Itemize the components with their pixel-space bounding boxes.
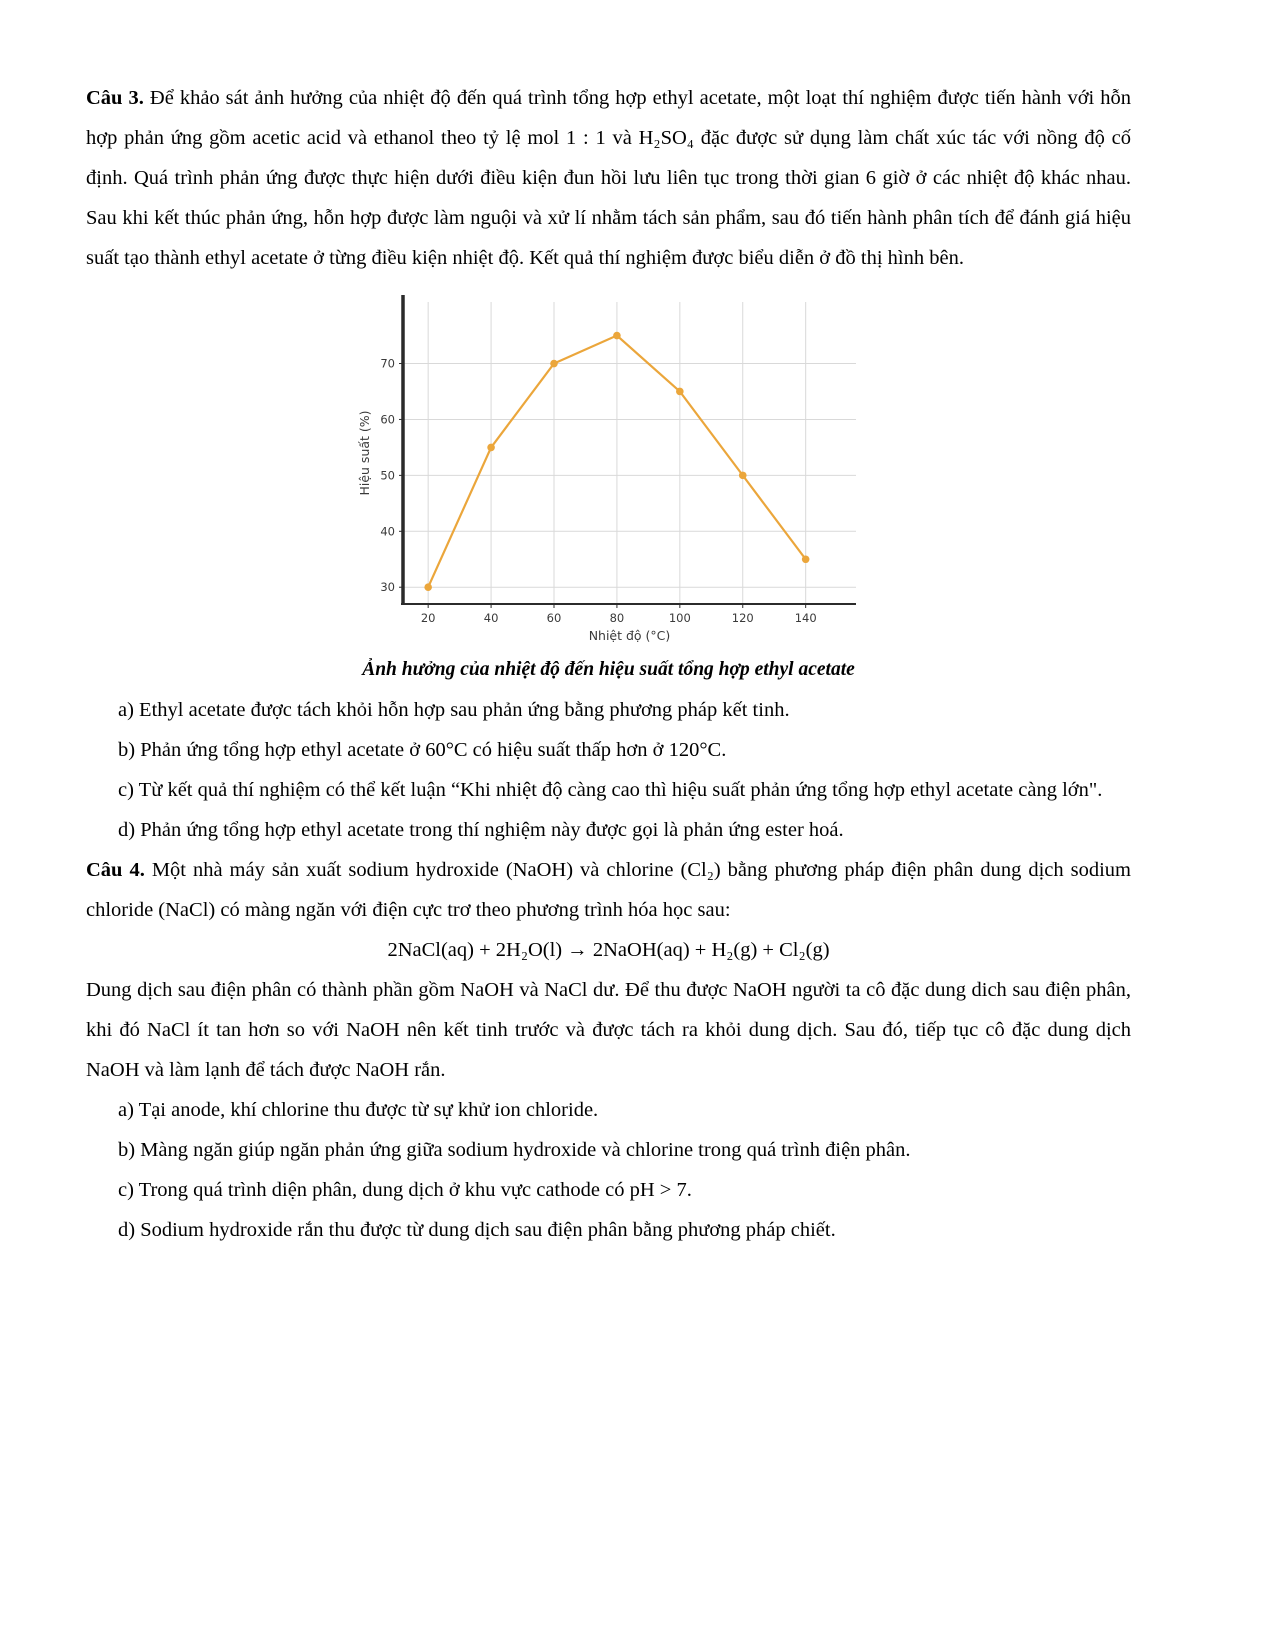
svg-text:140: 140	[794, 611, 817, 625]
question-3-intro-text: Để khảo sát ảnh hưởng của nhiệt độ đến quá trình tổng hợp ethyl acetate, một loạt thí nghiệm được tiến hành với hỗn hợp phản ứng gồm acetic acid và ethanol theo tỷ lệ mol 1 : 1 và H₂SO₄ đặc được sử dụng làm chất xúc tác với nồng độ cố định. Quá trình phản ứng được thực hiện dưới điều kiện đun hồi lưu liên tục trong thời gian 6 giờ ở các nhiệt độ khác nhau. Sau khi kết thúc phản ứng, hỗn hợp được làm nguội và xử lí nhằm tách sản phẩm, sau đó tiến hành phân tích để đánh giá hiệu suất tạo thành ethyl acetate ở từng điều kiện nhiệt độ. Kết quả thí nghiệm được biểu diễn ở đồ thị hình bên.	[86, 87, 1132, 269]
question-3-option-c: c) Từ kết quả thí nghiệm có thể kết luận “Khi nhiệt độ càng cao thì hiệu suất phản ứng tổng hợp ethyl acetate càng lớn".	[118, 779, 1103, 801]
question-4-option-a: a) Tại anode, khí chlorine thu được từ sự khử ion chloride.	[118, 1099, 599, 1121]
question-4-intro-text: Một nhà máy sản xuất sodium hydroxide (NaOH) và chlorine (Cl₂) bằng phương pháp điện phân dung dịch sodium chloride (NaCl) có màng ngăn với điện cực trơ theo phương trình hóa học sau:	[86, 859, 1131, 921]
chart-container	[351, 290, 866, 650]
question-3-label: Câu 3.	[86, 87, 144, 109]
svg-text:50: 50	[380, 468, 395, 483]
question-3-option-d: d) Phản ứng tổng hợp ethyl acetate trong thí nghiệm này được gọi là phản ứng ester hoá.	[118, 819, 844, 841]
question-4-label: Câu 4.	[86, 859, 145, 881]
svg-text:60: 60	[546, 611, 562, 625]
question-3-option-a: a) Ethyl acetate được tách khỏi hỗn hợp sau phản ứng bằng phương pháp kết tinh.	[118, 699, 790, 721]
svg-text:Nhiệt độ (°C): Nhiệt độ (°C)	[588, 628, 671, 643]
question-4-option-b: b) Màng ngăn giúp ngăn phản ứng giữa sodium hydroxide và chlorine trong quá trình điện phân.	[118, 1139, 911, 1161]
svg-text:60: 60	[380, 412, 395, 427]
svg-text:40: 40	[483, 611, 499, 625]
figure-q3	[86, 290, 1131, 684]
question-4-body-paragraph: Dung dịch sau điện phân có thành phần gồm NaOH và NaCl dư. Để thu được NaOH người ta cô đặc dung dich sau điện phân, khi đó NaCl ít tan hơn so với NaOH nên kết tinh trước và được tách ra khỏi dung dịch. Sau đó, tiếp tục cô đặc dung dịch NaOH và làm lạnh để tách được NaOH rắn.	[86, 979, 1131, 1081]
question-4-option-c: c) Trong quá trình diện phân, dung dịch ở khu vực cathode có pH > 7.	[118, 1179, 692, 1201]
svg-text:120: 120	[731, 611, 754, 625]
question-4-intro-paragraph	[86, 850, 1131, 930]
question-3-intro-paragraph	[86, 78, 1131, 278]
svg-text:20: 20	[420, 611, 436, 625]
svg-text:70: 70	[380, 356, 395, 371]
svg-text:Hiệu suất (%): Hiệu suất (%)	[357, 410, 372, 496]
yield-vs-temperature-line-chart	[351, 290, 866, 650]
svg-text:30: 30	[380, 580, 395, 595]
chemical-equation: 2NaCl(aq) + 2H₂O(l) → 2NaOH(aq) + H₂(g) + Cl₂(g)	[387, 939, 830, 961]
question-4-option-d: d) Sodium hydroxide rắn thu được từ dung dịch sau điện phân bằng phương pháp chiết.	[118, 1219, 836, 1241]
svg-text:40: 40	[380, 524, 395, 539]
question-3-option-b: b) Phản ứng tổng hợp ethyl acetate ở 60°C có hiệu suất thấp hơn ở 120°C.	[118, 739, 727, 761]
svg-text:80: 80	[609, 611, 625, 625]
chart-caption: Ảnh hưởng của nhiệt độ đến hiệu suất tổng hợp ethyl acetate	[362, 659, 855, 680]
svg-text:100: 100	[668, 611, 691, 625]
